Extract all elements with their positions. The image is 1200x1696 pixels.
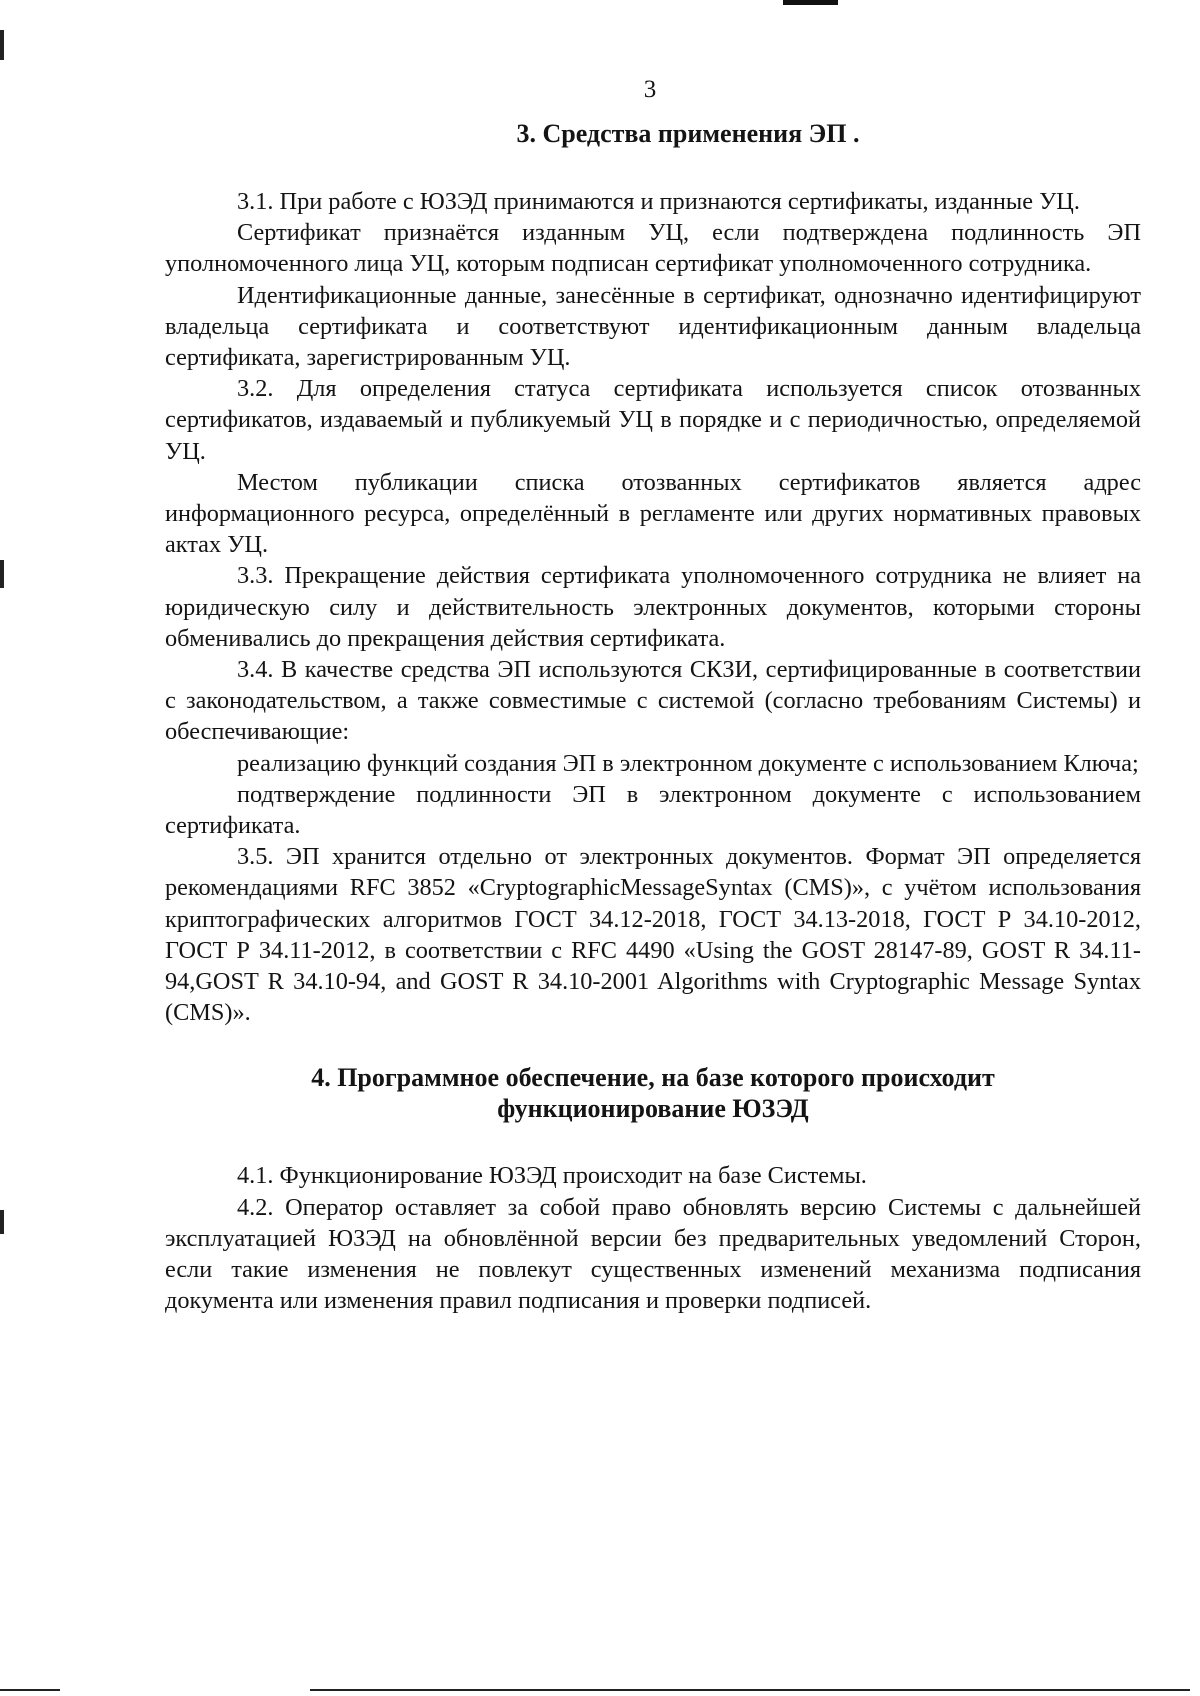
- paragraph-3-2: 3.2. Для определения статуса сертификата используется список отозванных сертификатов, издаваемый и публикуемый УЦ в порядке и с периодичностью, определяемой УЦ.: [165, 375, 1141, 465]
- section-3-heading: 3. Средства применения ЭП .: [516, 119, 860, 148]
- paragraph-4-2: 4.2. Оператор оставляет за собой право обновлять версию Системы с дальнейшей эксплуатацией ЮЗЭД на обновлённой версии без предварительных уведомлений Сторон, если такие изменения не повлекут существенных изменений механизма подписания документа или изменения правил подписания и проверки подписей.: [165, 1193, 1141, 1315]
- scan-artifact-left: [0, 560, 4, 588]
- scan-artifact-top: [783, 0, 838, 5]
- paragraph-3-3: 3.3. Прекращение действия сертификата уполномоченного сотрудника не влияет на юридическую силу и действительность электронных документов, которыми стороны обменивались до прекращения действия сертификата.: [165, 562, 1141, 652]
- paragraph-identification-data: Идентификационные данные, занесённые в сертификат, однозначно идентифицируют владельца сертификата и соответствуют идентификационным данным владельца сертификата, зарегистрированным УЦ.: [165, 281, 1141, 372]
- section-4-heading-line-1: 4. Программное обеспечение, на базе которого происходит: [311, 1063, 995, 1093]
- section-4-heading-line-2: функционирование ЮЗЭД: [497, 1094, 809, 1124]
- paragraph-certificate-recognition: Сертификат признаётся изданным УЦ, если подтверждена подлинность ЭП уполномоченного лица УЦ, которым подписан сертификат уполномоченного сотрудника.: [165, 219, 1141, 278]
- paragraph-4-1: 4.1. Функционирование ЮЗЭД происходит на базе Системы.: [237, 1162, 867, 1190]
- page-number: 3: [643, 76, 657, 103]
- scan-artifact-bottom: [310, 1689, 1190, 1691]
- paragraph-3-5: 3.5. ЭП хранится отдельно от электронных документов. Формат ЭП определяется рекомендациями RFC 3852 «CryptographicMessageSyntax (CMS)», с учётом использования криптографических алгоритмов ГОСТ 34.12-2018, ГОСТ 34.13-2018, ГОСТ Р 34.10-2012, ГОСТ Р 34.11-2012, в соответствии с RFC 4490 «Using the GOST 28147-89, GOST R 34.11-94,GOST R 34.10-94, and GOST R 34.10-2001 Algorithms with Cryptographic Message Syntax (CMS)».: [165, 843, 1141, 1027]
- section-4-heading: [165, 1062, 1141, 1124]
- paragraph-3-1: 3.1. При работе с ЮЗЭД принимаются и признаются сертификаты, изданные УЦ.: [237, 188, 1080, 215]
- scan-artifact-bottom: [0, 1689, 60, 1691]
- document-body: [165, 118, 1141, 1317]
- paragraph-revocation-list-location: Местом публикации списка отозванных сертификатов является адрес информационного ресурса, определённый в регламенте или других нормативных правовых актах УЦ.: [165, 468, 1141, 559]
- paragraph-signature-creation: реализацию функций создания ЭП в электронном документе с использованием Ключа;: [237, 749, 1139, 777]
- paragraph-3-4: 3.4. В качестве средства ЭП используются СКЗИ, сертифицированные в соответствии с законодательством, а также совместимые с системой (согласно требованиям Системы) и обеспечивающие:: [165, 656, 1141, 746]
- scan-artifact-left: [0, 1210, 4, 1234]
- paragraph-signature-verification: подтверждение подлинности ЭП в электронном документе с использованием сертификата.: [165, 780, 1141, 840]
- scan-artifact-left: [0, 30, 4, 60]
